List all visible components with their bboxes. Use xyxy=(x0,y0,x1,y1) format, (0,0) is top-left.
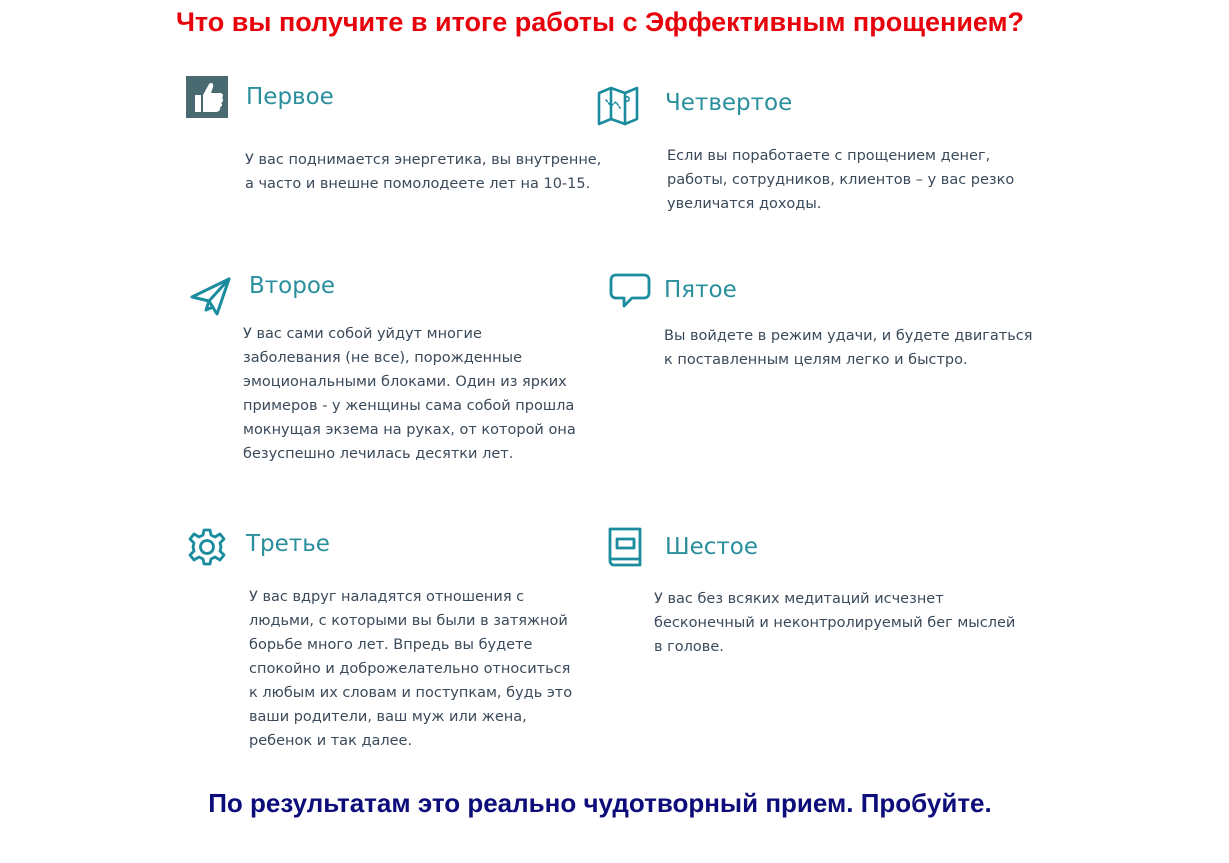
card-title-fifth: Пятое xyxy=(664,277,737,303)
page-headline: Что вы получите в итоге работы с Эффективным прощением? xyxy=(175,7,1025,37)
footer-call-to-action: По результатам это реально чудотворный прием. Пробуйте. xyxy=(208,788,992,818)
card-text-line: людьми, с которыми вы были в затяжной xyxy=(249,613,568,629)
card-text-line: работы, сотрудников, клиентов – у вас резко xyxy=(667,172,1015,188)
card-text-third xyxy=(249,585,572,753)
card-text-line: мокнущая экзема на руках, от которой она xyxy=(243,422,576,438)
card-text-line: У вас вдруг наладятся отношения с xyxy=(249,589,525,605)
card-text-line: к поставленным целям легко и быстро. xyxy=(664,352,968,368)
card-text-line: ребенок и так далее. xyxy=(249,733,413,749)
card-text-line: эмоциональными блоками. Один из ярких xyxy=(243,374,567,390)
card-text-first xyxy=(245,148,601,196)
card-text-fifth xyxy=(664,324,1032,372)
thumbs-up-icon xyxy=(186,76,228,118)
card-text-line: У вас сами собой уйдут многие xyxy=(243,326,482,342)
gear-icon xyxy=(187,527,227,567)
map-icon xyxy=(597,86,639,126)
card-text-line: Вы войдете в режим удачи, и будете двигаться xyxy=(664,328,1033,344)
card-text-line: заболевания (не все), порожденные xyxy=(243,350,523,366)
card-text-line: спокойно и доброжелательно относиться xyxy=(249,661,571,677)
card-title-fourth: Четвертое xyxy=(665,90,793,116)
card-text-line: бесконечный и неконтролируемый бег мыслей xyxy=(654,615,1016,631)
card-text-line: примеров - у женщины сама собой прошла xyxy=(243,398,575,414)
card-text-second xyxy=(243,322,576,466)
card-text-fourth xyxy=(667,144,1014,216)
card-text-sixth xyxy=(654,587,1015,659)
book-icon xyxy=(606,525,646,569)
card-text-line: к любым их словам и поступкам, будь это xyxy=(249,685,573,701)
card-text-line: безуспешно лечилась десятки лет. xyxy=(243,446,514,462)
card-text-line: ваши родители, ваш муж или жена, xyxy=(249,709,527,725)
paper-plane-icon xyxy=(189,276,233,318)
card-text-line: в голове. xyxy=(654,639,724,655)
card-text-line: борьбе много лет. Впредь вы будете xyxy=(249,637,533,653)
card-text-line: Если вы поработаете с прощением денег, xyxy=(667,148,991,164)
card-title-second: Второе xyxy=(249,273,336,299)
chat-bubble-icon xyxy=(608,272,652,310)
card-title-sixth: Шестое xyxy=(665,534,759,560)
card-title-first: Первое xyxy=(246,84,334,110)
card-text-line: а часто и внешне помолодеете лет на 10-15. xyxy=(245,176,591,192)
card-text-line: У вас поднимается энергетика, вы внутренне, xyxy=(245,152,602,168)
card-title-third: Третье xyxy=(246,531,330,557)
card-text-line: увеличатся доходы. xyxy=(667,196,822,212)
card-text-line: У вас без всяких медитаций исчезнет xyxy=(654,591,944,607)
